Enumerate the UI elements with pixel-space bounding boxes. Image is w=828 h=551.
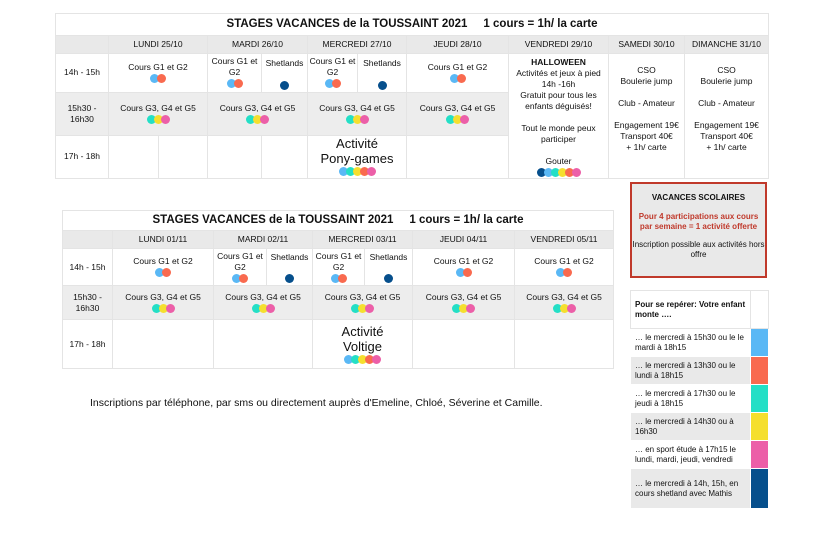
day-header: MERCREDI 27/10 (308, 36, 407, 54)
legend-text: … le mercredi à 15h30 ou le le mardi à 18h15 (631, 329, 751, 357)
group-dots (407, 74, 508, 84)
cours-g1-g2: Cours G1 et G2 (109, 54, 208, 93)
day-header: SAMEDI 30/10 (609, 36, 685, 54)
cso-event: CSO Boulerie jump Club - Amateur Engagement 19€ Transport 40€ + 1h/ carte (685, 54, 769, 179)
group-dot-icon (280, 81, 289, 90)
legend-row (631, 413, 769, 441)
cours-g3-g5: Cours G3, G4 et G5 (407, 92, 509, 135)
cours-g1-g2: Cours G1 et G2 (308, 54, 358, 93)
color-legend (630, 290, 769, 509)
group-dot-icon (166, 304, 175, 313)
group-dots (308, 79, 357, 89)
group-dots (407, 115, 508, 125)
group-dots (208, 115, 307, 125)
group-dot-icon (365, 304, 374, 313)
cours-g3-g5: Cours G3, G4 et G5 (515, 286, 614, 320)
promo-box: VACANCES SCOLAIRES Pour 4 participations aux cours par semaine = 1 activité offerte Inscription possible aux activités hors offre (630, 182, 767, 278)
time-label: 17h - 18h (56, 135, 109, 178)
group-dot-icon (567, 304, 576, 313)
group-dot-icon (563, 268, 572, 277)
group-dot-icon (332, 79, 341, 88)
cours-g3-g5: Cours G3, G4 et G5 (413, 286, 515, 320)
group-dot-icon (285, 274, 294, 283)
legend-swatch (751, 329, 769, 357)
legend-text: … le mercredi à 13h30 ou le lundi à 18h15 (631, 357, 751, 385)
cours-g1-g2: Cours G1 et G2 (407, 54, 509, 93)
cours-g3-g5: Cours G3, G4 et G5 (308, 92, 407, 135)
time-label: 14h - 15h (63, 249, 113, 286)
group-dot-icon (463, 268, 472, 277)
group-dots (214, 304, 312, 314)
cours-g3-g5: Cours G3, G4 et G5 (109, 92, 208, 135)
halloween-event: HALLOWEEN Activités et jeux à pied 14h -16h Gratuit pour tous les enfants déguisés! Tout le monde peux participer Gouter (509, 54, 609, 179)
group-dots (313, 274, 364, 284)
cours-g1-g2: Cours G1 et G2 (515, 249, 614, 286)
legend-swatch (751, 441, 769, 469)
group-dots (262, 81, 307, 91)
group-dots (515, 304, 613, 314)
cours-g1-g2: Cours G1 et G2 (113, 249, 214, 286)
legend-text: … en sport étude à 17h15 le lundi, mardi, jeudi, vendredi (631, 441, 751, 469)
group-dots (515, 268, 613, 278)
legend-row (631, 357, 769, 385)
legend-row (631, 329, 769, 357)
day-header: MERCREDI 03/11 (313, 231, 413, 249)
group-dots (208, 79, 261, 89)
group-dots (358, 81, 406, 91)
group-dot-icon (360, 115, 369, 124)
group-dots (113, 268, 213, 278)
group-dots (413, 304, 514, 314)
day-header: VENDREDI 05/11 (515, 231, 614, 249)
group-dot-icon (460, 115, 469, 124)
group-dot-icon (367, 167, 376, 176)
cours-g1-g2: Cours G1 et G2 (313, 249, 365, 286)
table-title: STAGES VACANCES de la TOUSSAINT 2021 1 cours = 1h/ la carte (56, 14, 769, 36)
group-dots (109, 74, 207, 84)
group-dot-icon (260, 115, 269, 124)
legend-swatch (751, 469, 769, 509)
group-dot-icon (162, 268, 171, 277)
day-header: DIMANCHE 31/10 (685, 36, 769, 54)
schedule-table-week1 (55, 13, 769, 179)
table-title: STAGES VACANCES de la TOUSSAINT 2021 1 cours = 1h/ la carte (63, 211, 614, 231)
legend-swatch (751, 413, 769, 441)
cours-g3-g5: Cours G3, G4 et G5 (113, 286, 214, 320)
day-header: LUNDI 01/11 (113, 231, 214, 249)
group-dots (113, 304, 213, 314)
day-header: MARDI 26/10 (208, 36, 308, 54)
group-dots (413, 268, 514, 278)
group-dot-icon (457, 74, 466, 83)
group-dot-icon (572, 168, 581, 177)
group-dots (313, 304, 412, 314)
group-dots (313, 355, 412, 365)
group-dot-icon (161, 115, 170, 124)
cours-g1-g2: Cours G1 et G2 (208, 54, 262, 93)
group-dots (308, 167, 406, 177)
group-dot-icon (157, 74, 166, 83)
group-dot-icon (338, 274, 347, 283)
group-dot-icon (234, 79, 243, 88)
time-label: 14h - 15h (56, 54, 109, 93)
schedule-table-week2 (62, 210, 614, 369)
cours-g3-g5: Cours G3, G4 et G5 (313, 286, 413, 320)
legend-text: … le mercredi à 14h, 15h, en cours shetland avec Mathis (631, 469, 751, 509)
group-dot-icon (466, 304, 475, 313)
legend-row (631, 441, 769, 469)
cours-g3-g5: Cours G3, G4 et G5 (214, 286, 313, 320)
shetlands: Shetlands (267, 249, 313, 286)
group-dots (214, 274, 266, 284)
group-dot-icon (266, 304, 275, 313)
group-dot-icon (378, 81, 387, 90)
legend-swatch (751, 385, 769, 413)
legend-swatch (751, 357, 769, 385)
activity-pony-games: Activité Pony-games (308, 135, 407, 178)
shetlands: Shetlands (358, 54, 407, 93)
shetlands: Shetlands (262, 54, 308, 93)
group-dots (511, 168, 606, 178)
cours-g3-g5: Cours G3, G4 et G5 (208, 92, 308, 135)
time-label: 15h30 - 16h30 (56, 92, 109, 135)
time-label: 15h30 - 16h30 (63, 286, 113, 320)
time-label: 17h - 18h (63, 320, 113, 369)
day-header: JEUDI 28/10 (407, 36, 509, 54)
cours-g1-g2: Cours G1 et G2 (214, 249, 267, 286)
group-dot-icon (239, 274, 248, 283)
legend-text: … le mercredi à 14h30 ou à 16h30 (631, 413, 751, 441)
shetlands: Shetlands (365, 249, 413, 286)
footer-note: Inscriptions par téléphone, par sms ou directement auprès d'Emeline, Chloé, Séverine et Camille. (90, 397, 543, 409)
day-header: VENDREDI 29/10 (509, 36, 609, 54)
group-dot-icon (372, 355, 381, 364)
day-header: LUNDI 25/10 (109, 36, 208, 54)
legend-title: Pour se repérer: Votre enfant monte …. (631, 291, 751, 329)
legend-text: … le mercredi à 17h30 ou le jeudi à 18h15 (631, 385, 751, 413)
activity-voltige: Activité Voltige (313, 320, 413, 369)
cso-event: CSO Boulerie jump Club - Amateur Engagement 19€ Transport 40€ + 1h/ carte (609, 54, 685, 179)
day-header: JEUDI 04/11 (413, 231, 515, 249)
legend-row (631, 469, 769, 509)
group-dots (267, 274, 312, 284)
day-header: MARDI 02/11 (214, 231, 313, 249)
group-dots (365, 274, 412, 284)
group-dots (308, 115, 406, 125)
group-dots (109, 115, 207, 125)
legend-row (631, 385, 769, 413)
group-dot-icon (384, 274, 393, 283)
cours-g1-g2: Cours G1 et G2 (413, 249, 515, 286)
